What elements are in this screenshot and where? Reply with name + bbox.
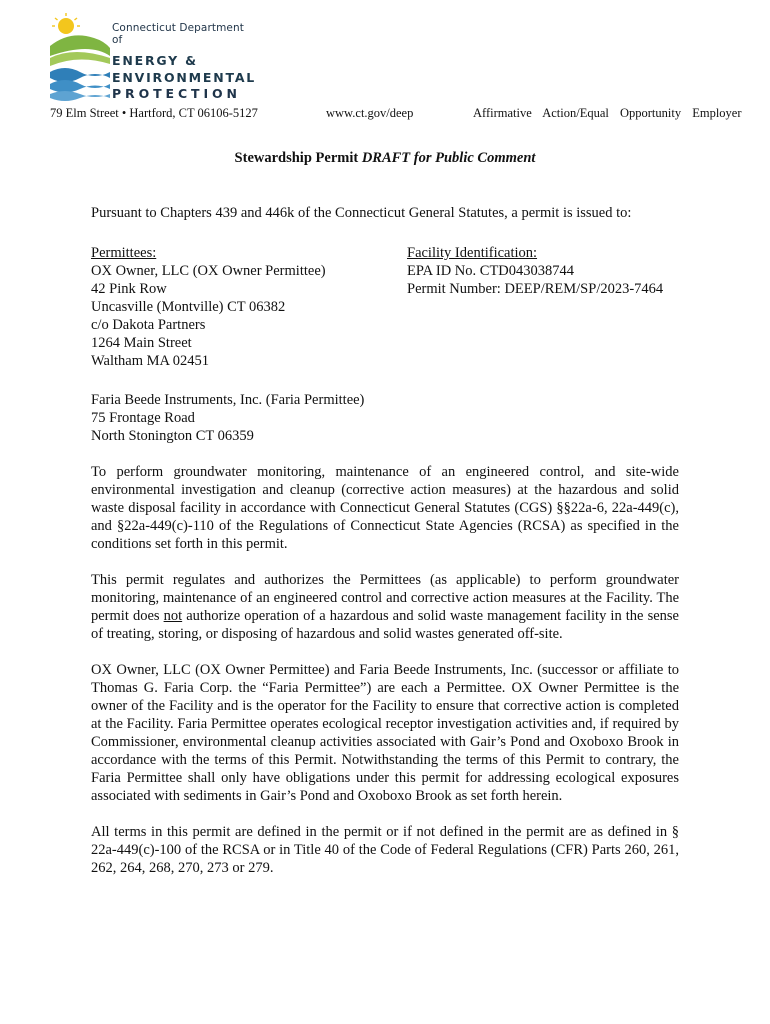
- epa-id: EPA ID No. CTD043038744: [407, 263, 575, 279]
- permittee-line: 1264 Main Street: [91, 335, 192, 351]
- authorization-paragraph: [91, 571, 679, 643]
- permittee-line: Uncasville (Montville) CT 06382: [91, 299, 286, 315]
- faria-permittee-block: [91, 391, 679, 445]
- deep-logo-text: [112, 22, 256, 103]
- faria-line: North Stonington CT 06359: [91, 428, 254, 444]
- faria-line: Faria Beede Instruments, Inc. (Faria Permittee): [91, 392, 365, 408]
- address: 79 Elm Street • Hartford, CT 06106-5127: [50, 106, 258, 120]
- document-title: [0, 150, 770, 167]
- org-name: Connecticut Department of: [112, 22, 244, 46]
- org-line-environmental: ENVIRONMENTAL: [112, 69, 257, 85]
- title-plain: Stewardship Permit: [234, 150, 362, 166]
- authorization-not-underlined: not: [163, 608, 183, 624]
- permit-number: Permit Number: DEEP/REM/SP/2023-7464: [407, 281, 664, 297]
- permittees-block: [91, 244, 326, 370]
- deep-logo-emblem-icon: [50, 12, 112, 102]
- org-line-protection: PROTECTION: [112, 86, 241, 101]
- purpose-paragraph: To perform groundwater monitoring, maintenance of an engineered control, and site-wide environmental investigation and cleanup (corrective action measures) at the hazardous and solid waste disposal facility in accordance with Connecticut General Statutes (CGS) §§22a-6, 22a-449(c), and §22a-449(c)-110 of the Regulations of Connecticut State Agencies (RCSA) as specified in the conditions set forth in this permit.: [91, 464, 679, 552]
- permittees-heading: Permittees:: [91, 245, 157, 261]
- intro-paragraph: Pursuant to Chapters 439 and 446k of the Connecticut General Statutes, a permit is issued to:: [91, 205, 632, 221]
- org-line-energy: ENERGY &: [112, 53, 198, 68]
- permittee-line: c/o Dakota Partners: [91, 317, 206, 333]
- facility-heading: Facility Identification:: [407, 245, 538, 261]
- faria-line: 75 Frontage Road: [91, 410, 195, 426]
- authorization-text-b: authorize operation of a hazardous and solid waste management facility in the sense of treating, storing, or disposing of hazardous and solid wastes generated off-site.: [91, 608, 679, 642]
- deep-logo: [50, 12, 257, 102]
- affirmative-action-statement: Affirmative Action/Equal Opportunity Employer: [473, 106, 742, 120]
- permittee-facility-columns: [91, 244, 679, 374]
- document-body: [91, 204, 679, 877]
- permittee-line: OX Owner, LLC (OX Owner Permittee): [91, 263, 326, 279]
- authorization-text-a: This permit regulates and authorizes the Permittees (as applicable) to perform groundwater monitoring, maintenance of an engineered control and corrective action measures at the Facility. The permit does: [91, 572, 679, 624]
- permittee-line: 42 Pink Row: [91, 281, 167, 297]
- permittee-roles-paragraph: OX Owner, LLC (OX Owner Permittee) and Faria Beede Instruments, Inc. (successor or affiliate to Thomas G. Faria Corp. the “Faria Permittee”) are each a Permittee. OX Owner Permittee is the owner of the Facility and is the operator for the Facility to ensure that corrective action is completed at the Facility. Faria Permittee operates ecological receptor investigation activities and, if required by Commissioner, environmental cleanup activities associated with Gair’s Pond and Oxoboxo Brook in accordance with the terms of this Permit. Notwithstanding the terms of this Permit to contrary, the Faria Permittee shall only have obligations under this permit for addressing ecological exposures associated with sediments in Gair’s Pond and Oxoboxo Brook as set forth herein.: [91, 662, 679, 804]
- permittee-line: Waltham MA 02451: [91, 353, 210, 369]
- definitions-paragraph: All terms in this permit are defined in the permit or if not defined in the permit are as defined in § 22a-449(c)-100 of the RCSA or in Title 40 of the Code of Federal Regulations (CFR) Parts 260, 261, 262, 264, 268, 270, 273 or 279.: [91, 824, 679, 876]
- title-draft-italic: DRAFT for Public Comment: [361, 150, 536, 166]
- facility-block: [407, 244, 663, 298]
- website-link[interactable]: www.ct.gov/deep: [326, 106, 414, 120]
